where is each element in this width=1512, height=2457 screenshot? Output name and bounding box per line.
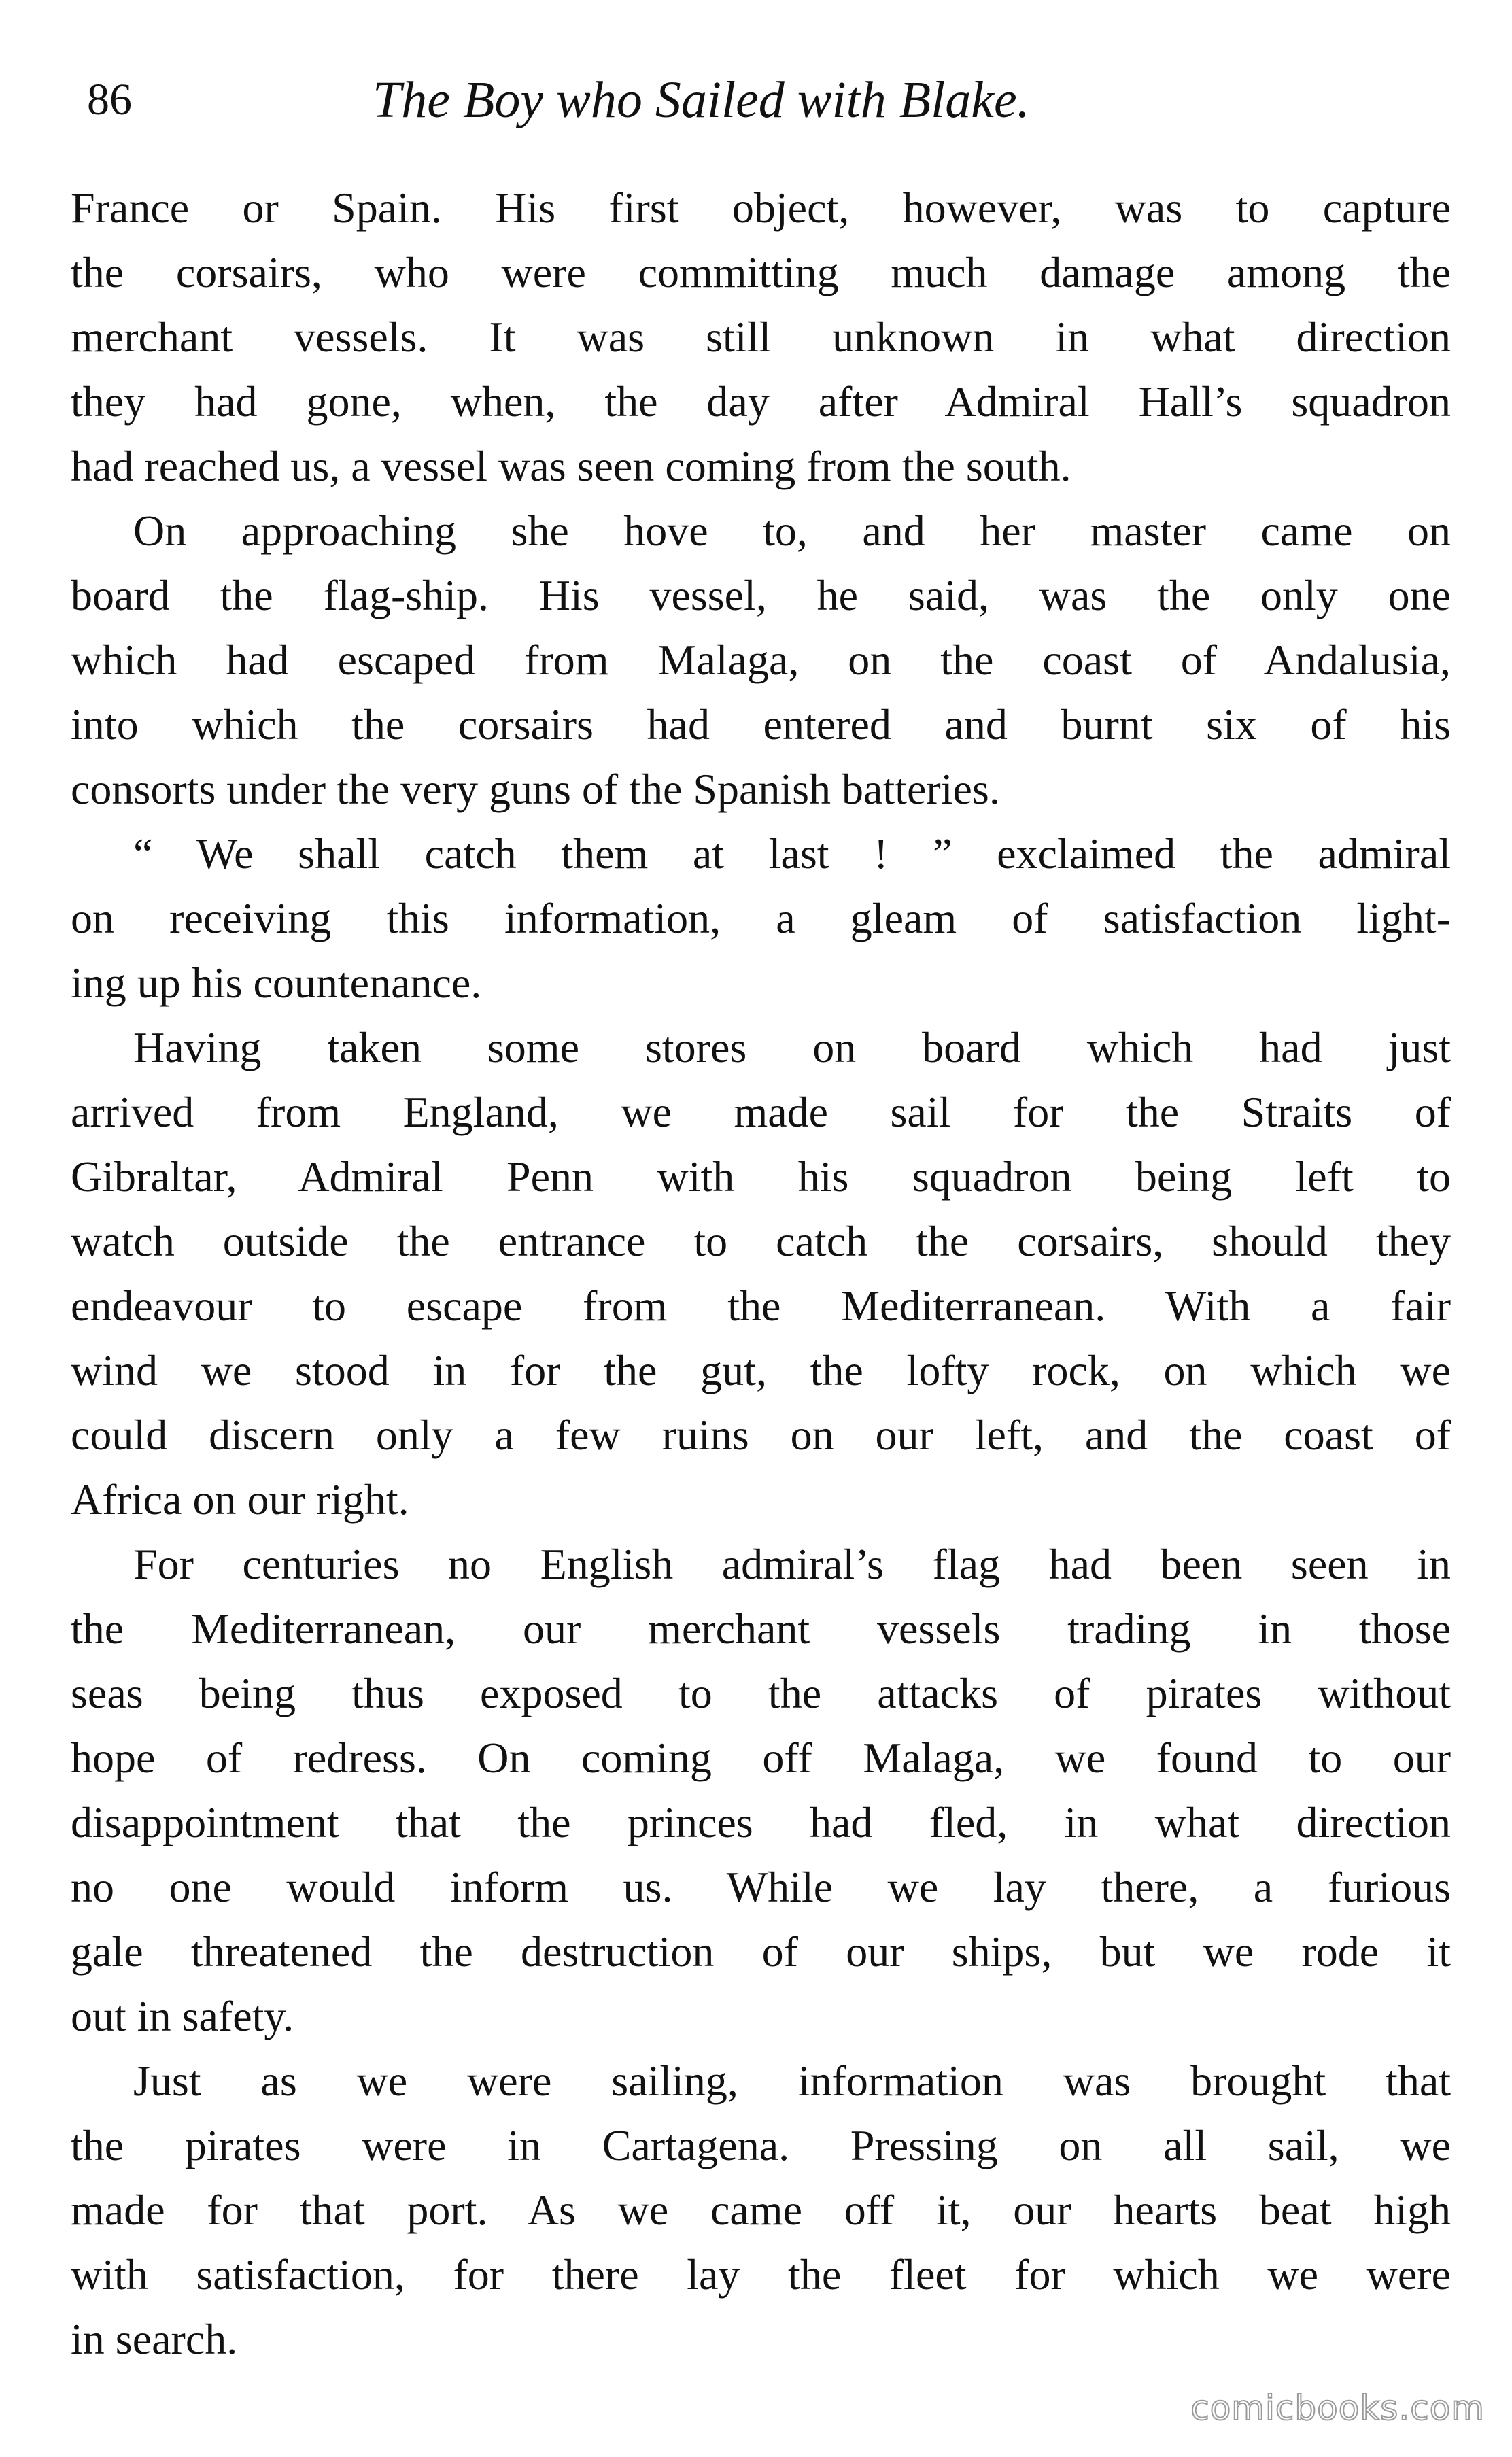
text-line: could discern only a few ruins on our left, and the coast of	[71, 1411, 1451, 1459]
text-line: the pirates were in Cartagena. Pressing on all sail, we	[71, 2121, 1451, 2169]
text-line: no one would inform us. While we lay there, a furious	[71, 1863, 1451, 1911]
text-line: the Mediterranean, our merchant vessels trading in those	[71, 1604, 1451, 1653]
text-line: merchant vessels. It was still unknown in what direction	[71, 313, 1451, 361]
text-line: the corsairs, who were committing much damage among the	[71, 248, 1451, 296]
text-line: consorts under the very guns of the Spanish batteries.	[71, 765, 1000, 813]
text-line: seas being thus exposed to the attacks of pirates without	[71, 1669, 1451, 1717]
paragraph-4	[71, 1015, 1451, 1532]
text-line: which had escaped from Malaga, on the coast of Andalusia,	[71, 636, 1451, 684]
text-line: Gibraltar, Admiral Penn with his squadron being left to	[71, 1152, 1451, 1201]
paragraph-6	[71, 2048, 1451, 2371]
text-line: Just as we were sailing, information was brought that	[133, 2057, 1451, 2105]
paragraph-5	[71, 1532, 1451, 2048]
body-text	[71, 175, 1451, 2371]
text-line: gale threatened the destruction of our ships, but we rode it	[71, 1927, 1451, 1976]
paragraph-2	[71, 498, 1451, 821]
text-line: with satisfaction, for there lay the fleet for which we were	[71, 2250, 1451, 2299]
paragraph-1	[71, 175, 1451, 498]
text-line: out in safety.	[71, 1992, 294, 2040]
page-number: 86	[87, 75, 132, 124]
text-line: made for that port. As we came off it, our hearts beat high	[71, 2186, 1451, 2234]
text-line: hope of redress. On coming off Malaga, we found to our	[71, 1734, 1451, 1782]
text-line: disappointment that the princes had fled, in what direction	[71, 1798, 1451, 1846]
text-line: Having taken some stores on board which had just	[133, 1023, 1451, 1071]
text-line: arrived from England, we made sail for the Straits of	[71, 1088, 1451, 1136]
text-line: “ We shall catch them at last ! ” exclaimed the admiral	[133, 829, 1451, 878]
text-line: For centuries no English admiral’s flag had been seen in	[133, 1540, 1451, 1588]
text-line: had reached us, a vessel was seen coming from the south.	[71, 442, 1071, 490]
text-line: wind we stood in for the gut, the lofty rock, on which we	[71, 1346, 1451, 1394]
text-line: On approaching she hove to, and her master came on	[133, 506, 1451, 555]
page-header	[0, 63, 1512, 137]
text-line: they had gone, when, the day after Admiral Hall’s squadron	[71, 377, 1451, 426]
text-line: board the flag-ship. His vessel, he said, was the only one	[71, 571, 1451, 619]
text-line: into which the corsairs had entered and burnt six of his	[71, 700, 1451, 749]
text-line: watch outside the entrance to catch the corsairs, should they	[71, 1217, 1451, 1265]
paragraph-3	[71, 821, 1451, 1015]
text-line: in search.	[71, 2315, 238, 2363]
text-line: France or Spain. His first object, however, was to capture	[71, 184, 1451, 232]
text-line: Africa on our right.	[71, 1475, 409, 1524]
text-line: on receiving this information, a gleam of satisfaction light-	[71, 894, 1451, 942]
text-line: endeavour to escape from the Mediterranean. With a fair	[71, 1282, 1451, 1330]
watermark: comicbooks.com	[1190, 2388, 1485, 2428]
text-line: ing up his countenance.	[71, 959, 482, 1007]
running-title: The Boy who Sailed with Blake.	[373, 71, 1030, 128]
